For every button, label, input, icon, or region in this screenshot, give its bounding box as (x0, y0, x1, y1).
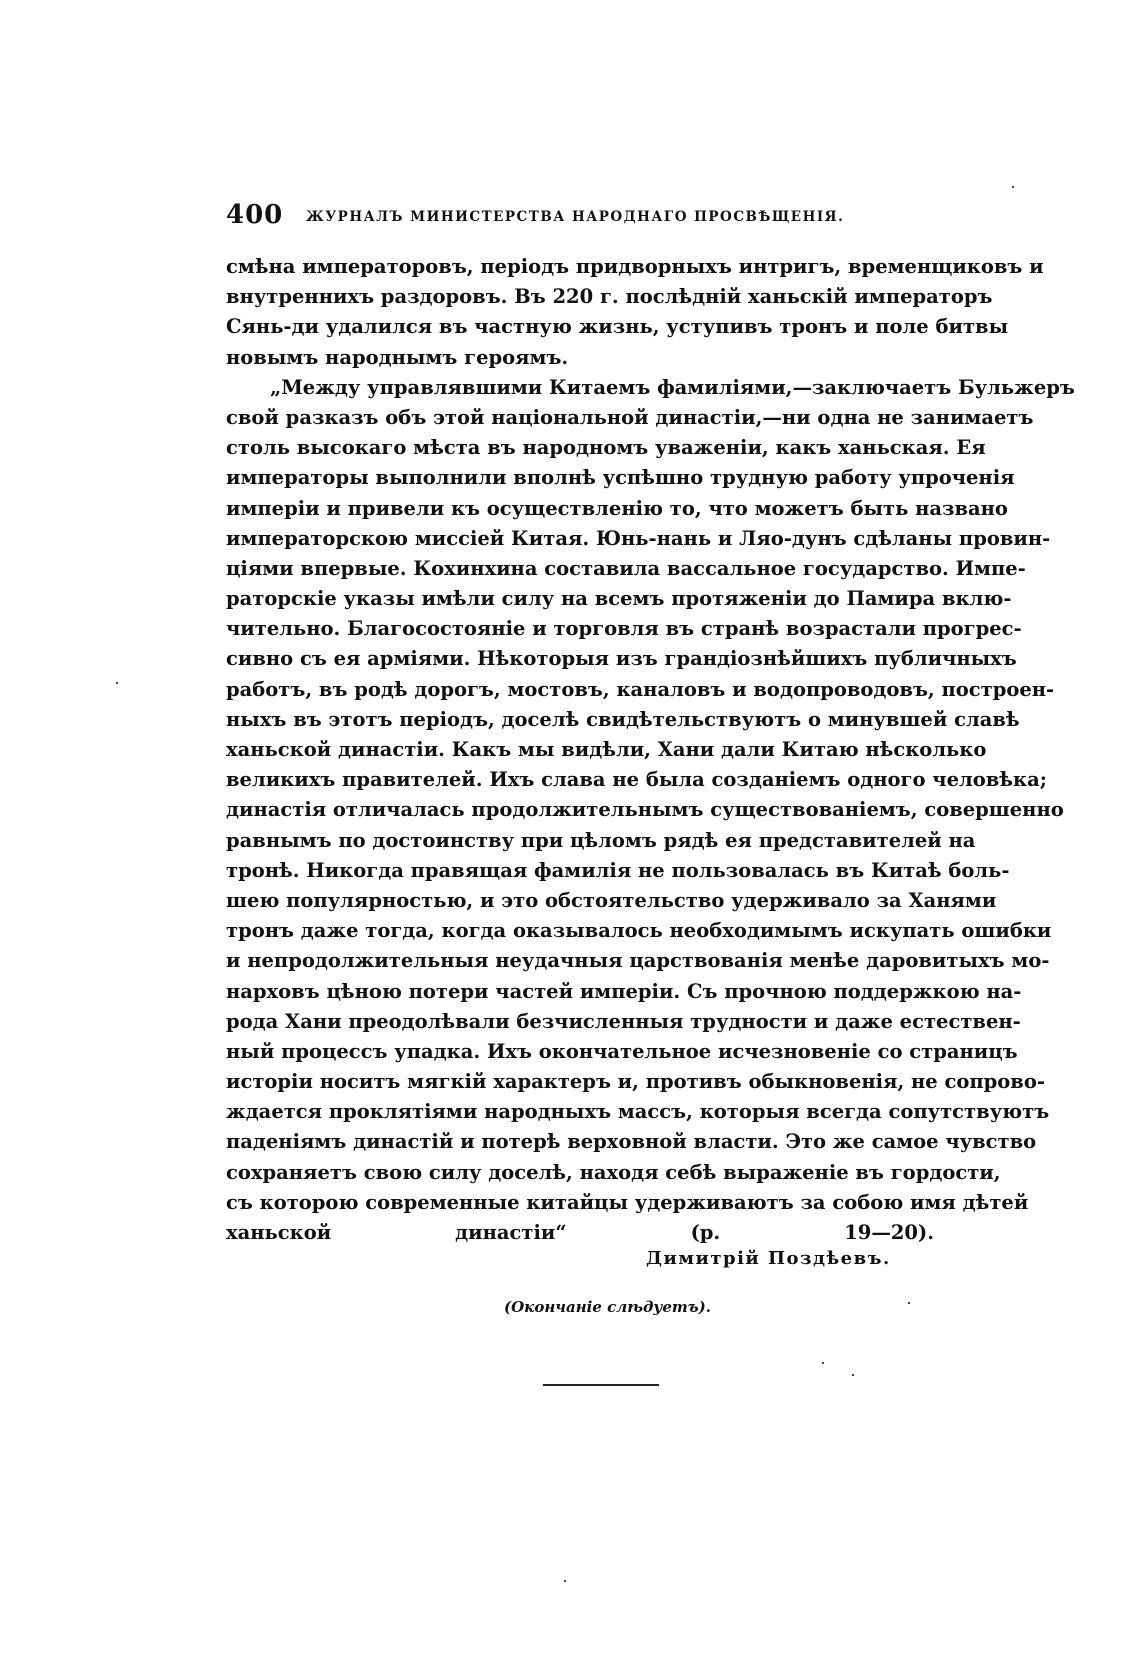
text-line: ныхъ въ этотъ періодъ, доселѣ свидѣтельствуютъ о минувшей славѣ (226, 707, 1020, 731)
text-line: съ которою современные китайцы удерживаютъ за собою имя дѣтей (226, 1190, 1029, 1214)
text-line: столь высокаго мѣста въ народномъ уваженіи, какъ ханьская. Ея (226, 436, 986, 460)
text-line: свой разказъ объ этой національной династіи,—ни одна не занимаетъ (226, 405, 1034, 429)
text-line: чительно. Благосостояніе и торговля въ странѣ возрастали прогрес- (226, 617, 1022, 641)
body-text (226, 252, 1075, 1309)
text-line: „Между управлявшими Китаемъ фамиліями,—заключаетъ Бульжеръ (270, 375, 1075, 399)
text-line: смѣна императоровъ, періодъ придворныхъ интригъ, временщиковъ и (226, 255, 1044, 278)
text-line: новымъ народнымъ героямъ. (226, 345, 569, 369)
text-line: императорскою миссіей Китая. Юнь-нань и Ляо-дунъ сдѣланы провин- (226, 526, 1051, 550)
text-line: рода Хани преодолѣвали безчисленныя трудности и даже естествен- (226, 1009, 1021, 1033)
text-line: императоры выполнили вполнѣ успѣшно трудную работу упроченія (226, 466, 1015, 490)
page-header (226, 200, 886, 234)
text-line: великихъ правителей. Ихъ слава не была созданіемъ одного человѣка; (226, 768, 1047, 792)
text-line: равнымъ по достоинству при цѣломъ рядѣ ея представителей на (226, 828, 976, 852)
text-line: нарховъ цѣною потери частей имперіи. Съ прочною поддержкою на- (226, 979, 1022, 1003)
text-line: ждается проклятіями народныхъ массъ, которыя всегда сопутствуютъ (226, 1100, 1050, 1124)
print-speck (1012, 186, 1014, 188)
text-line: шею популярностью, и это обстоятельство удерживало за Ханями (226, 888, 997, 912)
paragraph-1 (226, 252, 1044, 373)
print-speck (852, 1374, 854, 1376)
text-line: внутреннихъ раздоровъ. Въ 220 г. послѣдній ханьскій императоръ (226, 285, 993, 309)
text-line: ціями впервые. Кохинхина составила вассальное государство. Импе- (226, 556, 1026, 580)
text-line: тронъ даже тогда, когда оказывалось необходимымъ искупать ошибки (226, 919, 1052, 943)
text-line: тронѣ. Никогда правящая фамилія не пользовалась въ Китаѣ боль- (226, 858, 1010, 882)
text-line: и непродолжительныя неудачныя царствованія менѣе даровитыхъ мо- (226, 949, 1050, 973)
author-signature: Димитрій Поздѣевъ. (646, 1248, 891, 1269)
text-line: исторіи носитъ мягкій характеръ и, противъ обыкновенія, не сопрово- (226, 1070, 1045, 1094)
print-speck (908, 1302, 910, 1304)
continuation-note: (Окончаніе слѣдуетъ). (504, 1298, 711, 1316)
page-number: 400 (226, 200, 284, 230)
running-title: ЖУРНАЛЪ МИНИСТЕРСТВА НАРОДНАГО ПРОСВѢЩЕНІЯ. (306, 209, 845, 225)
print-speck (564, 1580, 566, 1582)
text-line: имперіи и привели къ осуществленію то, что можетъ быть названо (226, 496, 1008, 520)
section-divider (543, 1384, 659, 1386)
text-line: династія отличалась продолжительнымъ существованіемъ, совершенно (226, 798, 1064, 822)
text-line: раторскіе указы имѣли силу на всемъ протяженіи до Памира вклю- (226, 587, 1012, 611)
print-speck (116, 682, 118, 684)
text-line: ханьской династіи“ (р. 19—20). (226, 1221, 934, 1244)
text-line: ный процессъ упадка. Ихъ окончательное исчезновеніе со страницъ (226, 1039, 1018, 1063)
text-line: работъ, въ родѣ дорогъ, мостовъ, каналовъ и водопроводовъ, построен- (226, 677, 1055, 701)
paragraph-2 (226, 373, 1075, 1309)
text-line: Сянь-ди удалился въ частную жизнь, уступивъ тронъ и поле битвы (226, 315, 1009, 339)
text-line: ханьской династіи. Какъ мы видѣли, Хани дали Китаю нѣсколько (226, 738, 987, 761)
text-line: паденіямъ династій и потерѣ верховной власти. Это же самое чувство (226, 1130, 1037, 1154)
text-line: сивно съ ея арміями. Нѣкоторыя изъ грандіознѣйшихъ публичныхъ (226, 647, 1017, 671)
print-speck (822, 1362, 824, 1364)
text-line: сохраняетъ свою силу доселѣ, находя себѣ выраженіе въ гордости, (226, 1160, 1001, 1184)
